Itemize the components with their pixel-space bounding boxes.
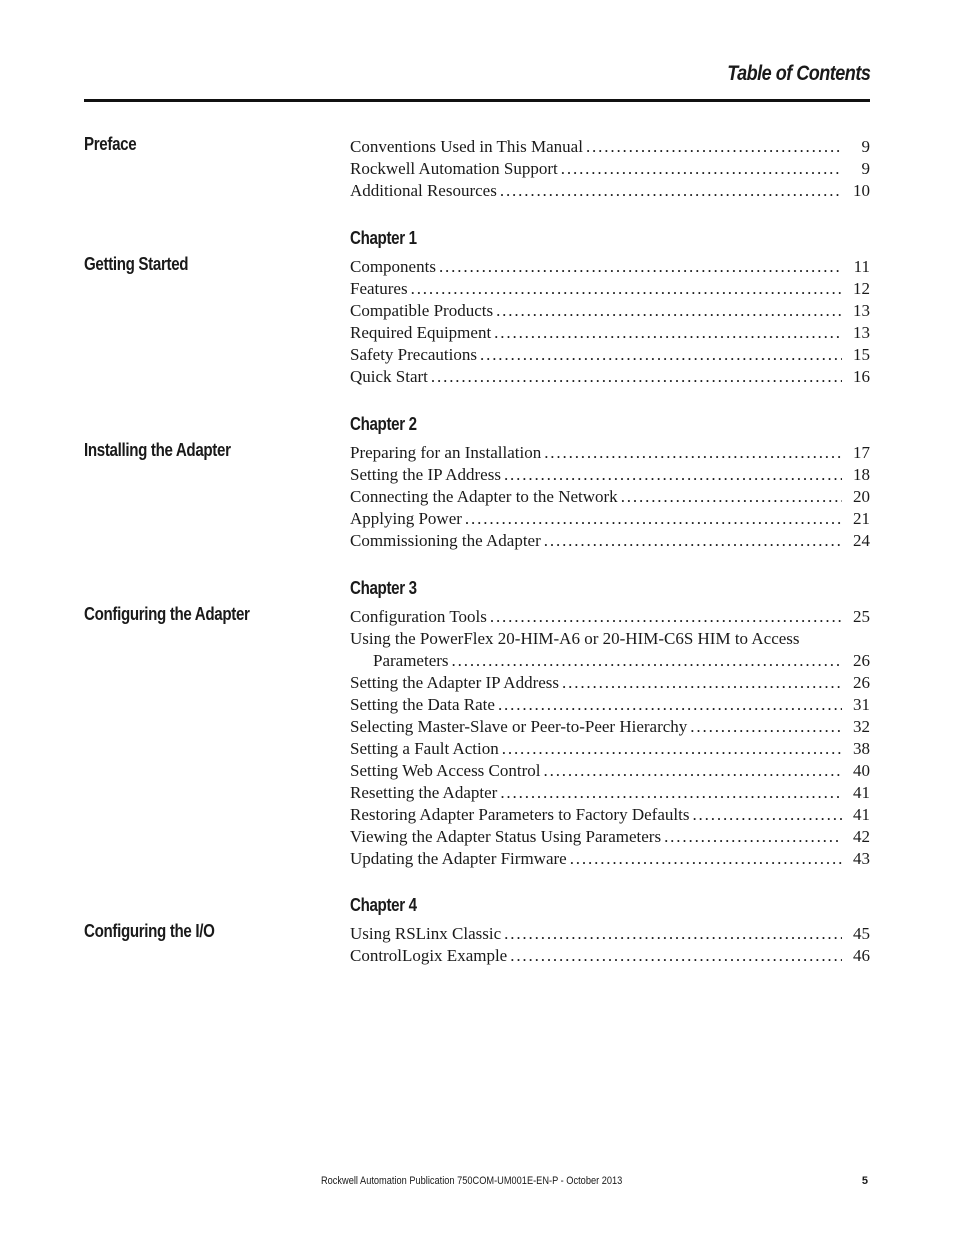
toc-entry[interactable]	[350, 530, 870, 552]
leader-dots	[618, 486, 842, 508]
toc-entry-page: 38	[853, 739, 870, 758]
toc-entry-page: 10	[853, 181, 870, 200]
leader-dots	[541, 530, 842, 552]
toc-entry-title: Viewing the Adapter Status Using Parameters	[350, 827, 662, 846]
toc-entry-list	[350, 256, 870, 388]
toc-entry[interactable]	[350, 738, 870, 760]
leader-dots	[541, 760, 843, 782]
toc-entry-title: Conventions Used in This Manual	[350, 137, 583, 156]
leader-dots	[477, 344, 842, 366]
section-heading: Getting Started	[84, 254, 189, 274]
leader-dots	[408, 278, 842, 300]
toc-entry[interactable]	[350, 486, 870, 508]
toc-entry-list	[350, 923, 870, 967]
toc-entry-page: 21	[853, 509, 870, 528]
toc-entry-continuation[interactable]	[350, 650, 870, 672]
leader-dots	[541, 442, 842, 464]
toc-entry-title: Compatible Products	[350, 301, 494, 320]
toc-entry-page: 13	[853, 323, 870, 342]
leader-dots	[493, 300, 842, 322]
toc-entry[interactable]	[350, 760, 870, 782]
leader-dots	[495, 694, 842, 716]
leader-dots	[559, 672, 842, 694]
toc-entry-page: 26	[853, 673, 870, 692]
toc-entry-title: Preparing for an Installation	[350, 443, 542, 462]
leader-dots	[436, 256, 842, 278]
toc-entry-list	[350, 136, 870, 202]
toc-entry-title: Commissioning the Adapter	[350, 531, 541, 550]
chapter-label: Chapter 4	[350, 895, 417, 915]
toc-entry-title: Restoring Adapter Parameters to Factory Defaults	[350, 805, 690, 824]
toc-entry-list	[350, 442, 870, 552]
leader-dots	[501, 923, 842, 945]
toc-entry-list	[350, 606, 870, 870]
leader-dots	[497, 782, 842, 804]
toc-entry-page: 41	[853, 805, 870, 824]
page-title: Table of Contents	[726, 62, 870, 85]
toc-entry[interactable]	[350, 782, 870, 804]
leader-dots	[497, 180, 842, 202]
toc-entry[interactable]	[350, 804, 870, 826]
toc-entry-page: 18	[853, 465, 870, 484]
toc-entry[interactable]	[350, 158, 870, 180]
leader-dots	[499, 738, 842, 760]
toc-entry-page: 20	[853, 487, 870, 506]
toc-entry[interactable]	[350, 945, 870, 967]
toc-entry-title: Using the PowerFlex 20-HIM-A6 or 20-HIM-C6S HIM to Access	[350, 629, 800, 648]
toc-entry-title: Parameters	[350, 650, 449, 672]
toc-entry-title: Rockwell Automation Support	[350, 159, 558, 178]
leader-dots	[687, 716, 842, 738]
toc-entry[interactable]	[350, 366, 870, 388]
section-heading: Configuring the I/O	[84, 921, 215, 941]
leader-dots	[567, 848, 842, 870]
toc-entry-page: 26	[853, 651, 870, 670]
leader-dots	[661, 826, 842, 848]
toc-entry-page: 17	[853, 443, 870, 462]
toc-entry[interactable]	[350, 442, 870, 464]
toc-entry[interactable]	[350, 848, 870, 870]
toc-entry-title: Selecting Master-Slave or Peer-to-Peer Hierarchy	[350, 717, 688, 736]
chapter-label: Chapter 3	[350, 578, 417, 598]
toc-entry-title: Setting the Data Rate	[350, 695, 495, 714]
section-heading: Preface	[84, 134, 137, 154]
page-number: 5	[861, 1175, 868, 1187]
toc-entry[interactable]	[350, 508, 870, 530]
toc-entry-title: ControlLogix Example	[350, 946, 508, 965]
toc-entry-title: Using RSLinx Classic	[350, 924, 502, 943]
toc-entry-title: Applying Power	[350, 509, 462, 528]
leader-dots	[491, 322, 842, 344]
toc-entry[interactable]	[350, 923, 870, 945]
toc-entry-title: Connecting the Adapter to the Network	[350, 487, 618, 506]
toc-entry-page: 43	[853, 849, 870, 868]
toc-entry-page: 16	[853, 367, 870, 386]
toc-entry-page: 45	[853, 924, 870, 943]
leader-dots	[558, 158, 842, 180]
toc-entry-title: Setting the IP Address	[350, 465, 501, 484]
section-heading: Installing the Adapter	[84, 440, 231, 460]
toc-entry-title: Setting a Fault Action	[350, 739, 499, 758]
toc-entry-title: Quick Start	[350, 367, 428, 386]
toc-entry-page: 9	[861, 159, 870, 178]
toc-entry-title: Additional Resources	[350, 181, 497, 200]
leader-dots	[449, 650, 842, 672]
toc-entry-page: 13	[853, 301, 870, 320]
toc-entry-page: 41	[853, 783, 870, 802]
leader-dots	[501, 464, 842, 486]
toc-entry[interactable]	[350, 180, 870, 202]
toc-entry-page: 15	[853, 345, 870, 364]
leader-dots	[462, 508, 842, 530]
toc-entry-title: Updating the Adapter Firmware	[350, 849, 567, 868]
toc-entry[interactable]	[350, 628, 870, 650]
leader-dots	[487, 606, 842, 628]
toc-entry-title: Resetting the Adapter	[350, 783, 498, 802]
chapter-label: Chapter 1	[350, 228, 417, 248]
toc-entry-page: 12	[853, 279, 870, 298]
toc-entry[interactable]	[350, 322, 870, 344]
toc-entry-title: Setting Web Access Control	[350, 761, 541, 780]
leader-dots	[507, 945, 842, 967]
toc-entry-page: 9	[861, 137, 870, 156]
toc-entry[interactable]	[350, 606, 870, 628]
toc-entry[interactable]	[350, 716, 870, 738]
leader-dots	[583, 136, 842, 158]
toc-entry[interactable]	[350, 256, 870, 278]
chapter-label: Chapter 2	[350, 414, 417, 434]
toc-entry-title: Configuration Tools	[350, 607, 487, 626]
toc-entry-page: 42	[853, 827, 870, 846]
section-heading: Configuring the Adapter	[84, 604, 250, 624]
toc-entry[interactable]	[350, 300, 870, 322]
toc-entry[interactable]	[350, 464, 870, 486]
publication-info: Rockwell Automation Publication 750COM-UM001E-EN-P - October 2013	[321, 1175, 623, 1187]
toc-entry-title: Components	[350, 257, 436, 276]
toc-entry-page: 31	[853, 695, 870, 714]
toc-entry-title: Safety Precautions	[350, 345, 477, 364]
header-rule	[84, 99, 870, 102]
leader-dots	[689, 804, 842, 826]
toc-entry[interactable]	[350, 278, 870, 300]
toc-entry[interactable]	[350, 136, 870, 158]
toc-entry-title: Features	[350, 279, 408, 298]
toc-entry-page: 25	[853, 607, 870, 626]
leader-dots	[428, 366, 842, 388]
toc-entry-page: 46	[853, 946, 870, 965]
toc-entry-title: Setting the Adapter IP Address	[350, 673, 560, 692]
toc-entry-page: 24	[853, 531, 870, 550]
toc-entry[interactable]	[350, 344, 870, 366]
toc-entry-page: 11	[853, 257, 870, 276]
toc-entry-page: 32	[853, 717, 870, 736]
toc-entry-page: 40	[853, 761, 870, 780]
toc-entry-title: Required Equipment	[350, 323, 492, 342]
toc-entry[interactable]	[350, 694, 870, 716]
toc-entry[interactable]	[350, 672, 870, 694]
toc-entry[interactable]	[350, 826, 870, 848]
